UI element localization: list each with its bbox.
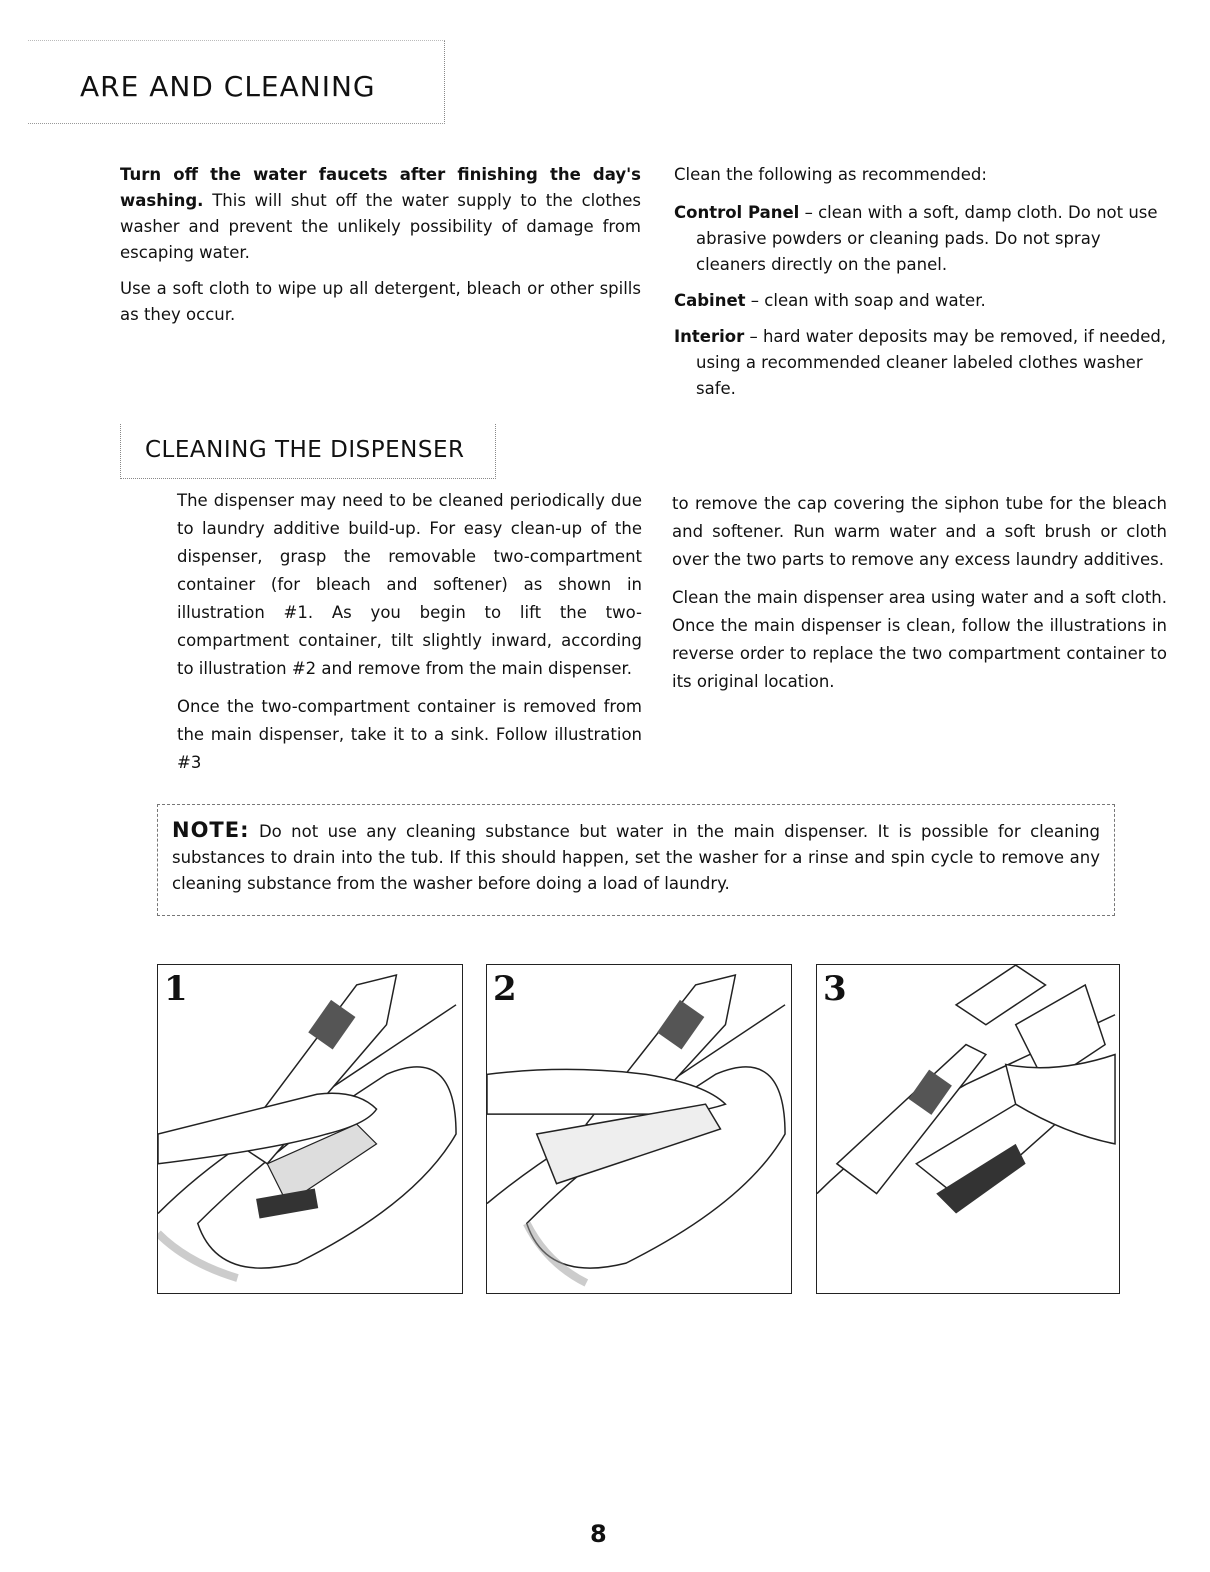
page-title: ARE AND CLEANING xyxy=(80,70,376,103)
note-label: NOTE: xyxy=(172,818,250,842)
care-right-column xyxy=(674,162,1168,412)
control-panel-text: – clean with a soft, damp cloth. Do not use abrasive powders or cleaning pads. Do not spray cleaners directly on the panel. xyxy=(696,203,1158,274)
dispenser-right-column xyxy=(672,490,1167,706)
clean-intro: Clean the following as recommended: xyxy=(674,165,987,184)
illustration-1 xyxy=(157,964,463,1294)
page-number: 8 xyxy=(590,1520,607,1548)
faucet-bold: Turn off the water faucets after finishing the day's washing. xyxy=(120,165,641,210)
note-text: Do not use any cleaning substance but water in the main dispenser. It is possible for cleaning substances to drain into the tub. If this should happen, set the washer for a rinse and spin cycle to remove any cleaning substance from the washer before doing a load of laundry. xyxy=(172,822,1100,893)
interior-item xyxy=(674,324,1168,402)
cabinet-term: Cabinet xyxy=(674,291,746,310)
illustration-2 xyxy=(486,964,792,1294)
dispenser-paragraph-2: Once the two-compartment container is removed from the main dispenser, take it to a sink. Follow illustration #3 xyxy=(177,697,642,772)
dispenser-paragraph-1: The dispenser may need to be cleaned periodically due to laundry additive build-up. For easy clean-up of the dispenser, grasp the removable two-compartment container (for bleach and softener) as shown in illustration #1. As you begin to lift the two-compartment container, tilt slightly inward, according to illustration #2 and remove from the main dispenser. xyxy=(177,491,642,678)
control-panel-item xyxy=(674,200,1168,278)
note-box xyxy=(157,804,1115,916)
faucet-text: This will shut off the water supply to the clothes washer and prevent the unlikely possibility of damage from escaping water. xyxy=(120,191,641,262)
care-left-column xyxy=(120,162,641,338)
spill-paragraph: Use a soft cloth to wipe up all detergent, bleach or other spills as they occur. xyxy=(120,279,641,324)
illustration-number-3: 3 xyxy=(823,969,847,1009)
washer-dispenser-drawing xyxy=(817,965,1119,1293)
cabinet-text: – clean with soap and water. xyxy=(745,291,986,310)
illustration-3 xyxy=(816,964,1120,1294)
illustration-number-1: 1 xyxy=(164,969,188,1009)
faucet-paragraph xyxy=(120,162,641,266)
dispenser-paragraph-3: to remove the cap covering the siphon tube for the bleach and softener. Run warm water and a soft brush or cloth over the two parts to remove any excess laundry additives. xyxy=(672,494,1167,569)
washer-dispenser-drawing xyxy=(158,965,462,1293)
cabinet-item xyxy=(674,288,1168,314)
illustration-number-2: 2 xyxy=(493,969,517,1009)
washer-dispenser-drawing xyxy=(487,965,791,1293)
control-panel-term: Control Panel xyxy=(674,203,800,222)
dispenser-paragraph-4: Clean the main dispenser area using water and a soft cloth. Once the main dispenser is clean, follow the illustrations in reverse order to replace the two compartment container to its original location. xyxy=(672,588,1167,691)
section-title: CLEANING THE DISPENSER xyxy=(145,437,465,463)
interior-text: – hard water deposits may be removed, if needed, using a recommended cleaner labeled clothes washer safe. xyxy=(696,327,1167,398)
interior-term: Interior xyxy=(674,327,745,346)
dispenser-left-column xyxy=(177,487,642,787)
